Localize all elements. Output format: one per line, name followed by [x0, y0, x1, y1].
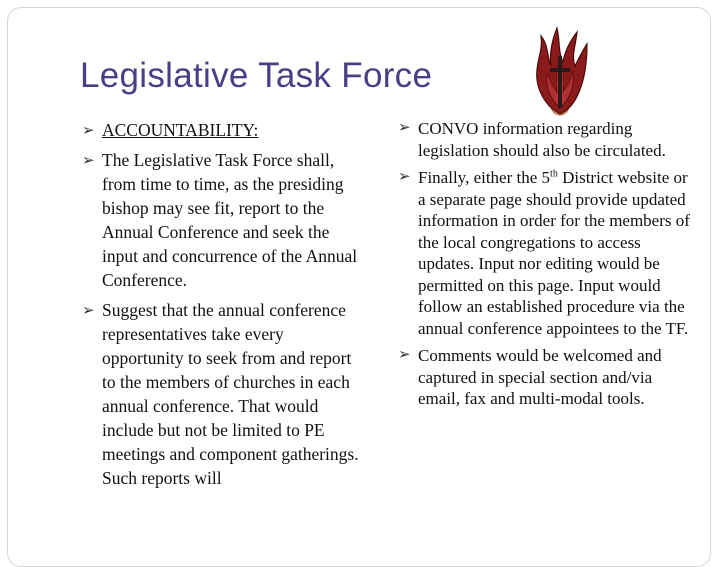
bullet-representatives: ➢ Suggest that the annual conference representatives take every opportunity to seek from and report to the members of churches in each annual conference. That would include but not be limited to PE meetings and component gatherings. Such reports will: [82, 300, 359, 488]
bullet-arrow-icon: ➢: [398, 120, 411, 136]
bullet-task-force-report: ➢ The Legislative Task Force shall, from time to time, as the presiding bishop may see fit, report to the Annual Conference and seek the input and concurrence of the Annual Conference.: [82, 150, 358, 290]
bullet-arrow-icon: ➢: [398, 347, 411, 363]
bullet-convo: ➢ CONVO information regarding legislation should also be circulated.: [398, 119, 666, 160]
bullet-comments: ➢ Comments would be welcomed and captured in special section and/via email, fax and multi-modal tools.: [398, 346, 662, 408]
left-column: [82, 118, 367, 496]
bullet-arrow-icon: ➢: [82, 303, 95, 319]
bullet-website: ➢ Finally, either the 5th District website or a separate page should provide updated information in order for the members of the local congregations to access updates. Input nor editing would be permitted on this page. Input would follow an established procedure via the annual conference appointees to the TF.: [398, 168, 690, 338]
bullet-arrow-icon: ➢: [82, 123, 95, 139]
flame-cross-icon: [527, 26, 593, 122]
right-column: [398, 118, 698, 416]
bullet-arrow-icon: ➢: [82, 153, 95, 169]
bullet-accountability: ➢ ACCOUNTABILITY:: [82, 118, 367, 142]
bullet-arrow-icon: ➢: [398, 169, 411, 185]
slide-title: Legislative Task Force: [80, 56, 433, 95]
